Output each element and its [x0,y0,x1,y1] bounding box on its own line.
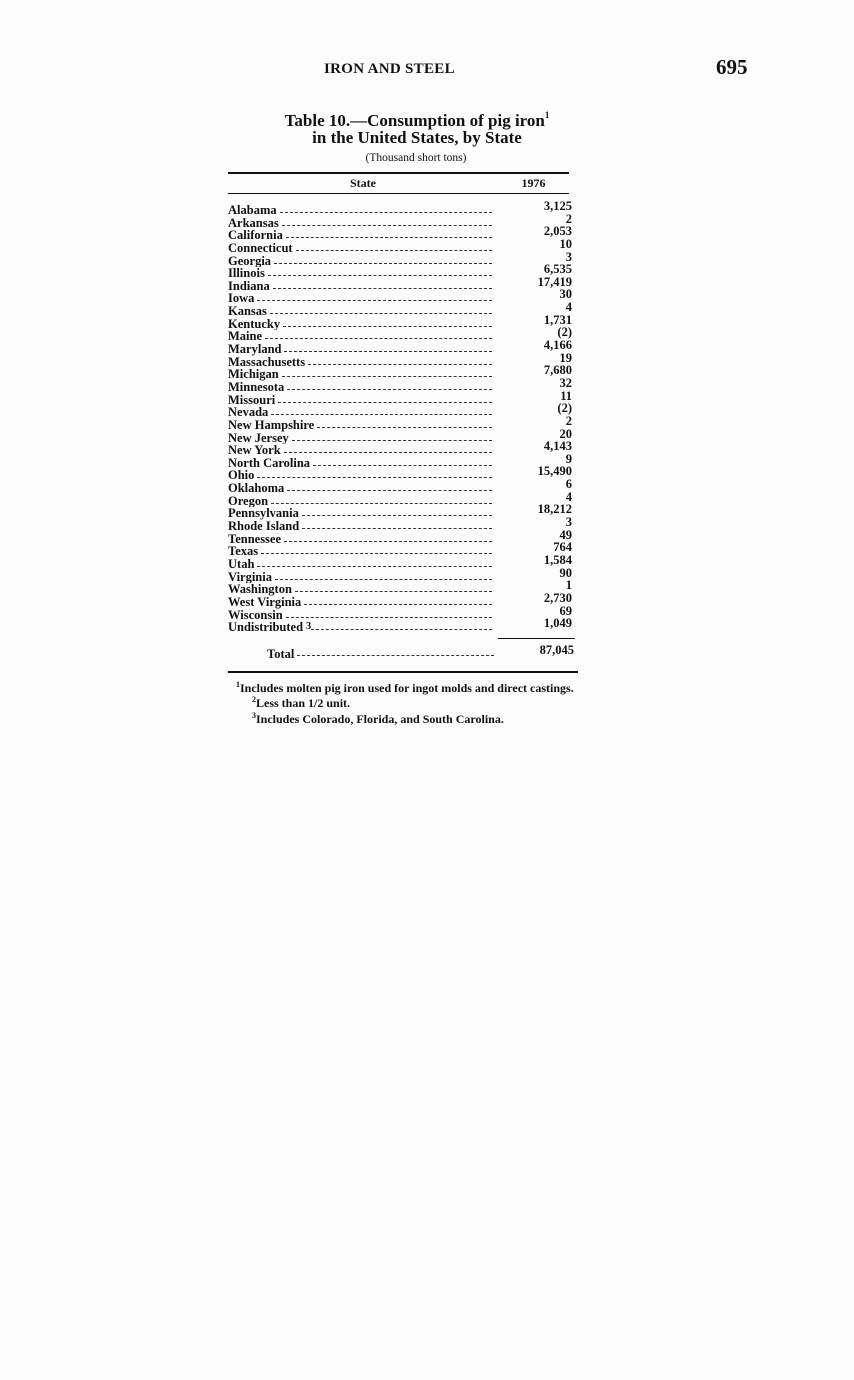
value-cell: 1 [565,578,572,593]
page-number: 695 [716,55,748,79]
dot-leader [280,204,492,213]
footnote-1-text: Includes molten pig iron used for ingot molds and direct castings. [240,680,574,695]
header-rule [228,193,569,194]
total-row [228,642,578,661]
state-name: Kentucky [228,317,281,331]
value-cell: 49 [559,527,572,542]
state-name: Oregon [228,494,269,508]
state-cell [228,596,494,609]
dot-leader [282,368,492,377]
dot-leader [282,217,492,226]
value-cell: 69 [559,603,572,618]
state-cell [228,330,494,343]
state-name: Missouri [228,393,276,407]
state-name: Kansas [228,305,267,318]
value-cell: 18,212 [537,502,572,517]
value-cell: 10 [559,236,572,251]
value-cell: (2) [557,325,572,340]
state-cell [228,583,494,596]
state-name: Nevada [228,406,269,419]
state-cell [228,533,494,546]
state-cell [228,267,494,280]
value-cell: 32 [559,375,572,390]
dot-leader [261,545,492,554]
value-cell: 20 [559,426,572,441]
state-name: Wisconsin [228,608,283,622]
dot-leader [270,305,492,314]
dot-leader [278,394,492,403]
state-name: Connecticut [228,241,293,255]
state-name: Washington [228,583,292,596]
state-name: Massachusetts [228,355,306,369]
value-cell: 3 [565,515,572,530]
table-title-line1: Table 10.—Consumption of pig iron [284,111,545,130]
state-cell [228,621,494,634]
state-name: Texas [228,545,259,558]
dot-leader [257,558,492,567]
state-cell [228,507,494,520]
dot-leader [283,318,492,327]
column-header-state: State [350,176,376,190]
value-cell: 30 [559,287,572,302]
dot-leader [292,432,492,441]
dot-leader [257,469,492,478]
dot-leader [274,255,492,264]
running-head: IRON AND STEEL [324,61,455,77]
dot-leader [275,571,492,580]
value-cell: 4 [565,489,572,504]
state-cell [228,520,494,533]
value-cell: 764 [553,540,572,555]
state-cell [228,255,494,268]
dot-leader [304,596,492,605]
state-name: Tennessee [228,532,282,546]
value-cell: 19 [559,350,572,365]
dot-leader [287,482,492,491]
state-name: Pennsylvania [228,507,299,521]
dot-leader [313,457,492,466]
state-name: New Jersey [228,431,289,445]
value-cell: (2) [557,401,572,416]
dot-leader [271,406,492,415]
dot-leader [287,381,492,390]
state-cell [228,280,494,293]
dot-leader [284,444,492,453]
footnote-3 [228,710,578,726]
state-cell [228,469,494,482]
state-name: West Virginia [228,595,302,609]
state-cell [228,305,494,318]
state-cell [228,292,494,305]
value-cell: 2 [565,211,572,226]
state-cell [228,482,494,495]
dot-leader [297,647,494,656]
state-name: California [228,229,283,242]
state-name: Oklahoma [228,482,285,495]
state-name: New Hampshire [228,418,315,432]
footnotes [228,679,578,726]
table-block [228,107,578,725]
state-name: Michigan [228,368,279,381]
value-cell: 1,049 [543,616,572,631]
state-cell [228,558,494,571]
state-cell [228,217,494,230]
state-name: Virginia [228,570,272,584]
bottom-rule [228,671,578,673]
state-cell [228,406,494,419]
total-label: Total [267,646,295,661]
unit-note: (Thousand short tons) [365,152,467,164]
state-name: Alabama [228,204,277,217]
state-cell [228,204,494,217]
value-cell: 1,584 [543,552,572,567]
state-cell [228,419,494,432]
table-title-line2: in the United States, by State [312,128,522,147]
state-name: Georgia [228,254,272,268]
state-name: Iowa [228,292,255,306]
footnote-2-marker: 2 [252,695,256,705]
title-footnote-marker: 1 [544,110,550,120]
footnote-3-marker: 3 [252,710,256,720]
state-name: Ohio [228,469,255,483]
state-cell [228,242,494,255]
state-cell [228,394,494,407]
state-cell [228,318,494,331]
dot-leader [308,356,492,365]
value-cell: 3,125 [543,199,572,213]
dot-leader [271,495,492,504]
state-name: Arkansas [228,216,279,230]
state-cell [228,545,494,558]
total-label-cell [228,647,496,661]
table-row [228,616,578,634]
dot-leader [257,292,492,301]
dot-leader [284,343,492,352]
dot-leader [286,229,492,238]
value-cell: 4,166 [543,338,572,353]
state-name: Illinois [228,267,265,280]
value-cell: 1,731 [543,312,572,327]
value-cell: 90 [559,565,572,580]
table-body [228,199,578,634]
dot-leader [296,242,492,251]
value-cell: 6,535 [543,262,572,277]
dot-leader [284,533,492,542]
state-name: Undistributed [228,621,304,634]
total-value: 87,045 [539,642,574,657]
column-header-year: 1976 [521,176,546,190]
dot-leader [273,280,492,289]
value-cell: 4,143 [543,439,572,454]
value-cell: 2,730 [543,590,572,605]
dot-leader [302,507,492,516]
footnote-2-text: Less than 1/2 unit. [256,696,351,711]
state-cell [228,343,494,356]
state-cell [228,356,494,369]
state-cell [228,444,494,457]
state-name: Maine [228,330,263,344]
value-cell: 3 [565,249,572,264]
value-cell: 17,419 [537,274,572,289]
state-name: Rhode Island [228,520,300,533]
table-title [256,107,578,129]
dot-leader [317,419,492,428]
dot-leader [265,330,492,339]
value-cell: 6 [565,477,572,492]
state-cell [228,432,494,445]
table-header [228,174,578,193]
footnote-1 [228,679,576,695]
footnote-3-text: Includes Colorado, Florida, and South Carolina. [256,711,504,726]
value-cell: 4 [565,300,572,315]
state-cell [228,571,494,584]
state-name: New York [228,444,281,457]
state-name: Maryland [228,343,282,356]
state-cell [228,457,494,470]
dot-leader [295,583,492,592]
state-name: Utah [228,557,255,571]
state-cell [228,495,494,508]
state-cell [228,368,494,381]
state-name: North Carolina [228,456,311,470]
dot-leader [311,621,492,630]
value-cell: 7,680 [543,363,572,378]
state-cell [228,381,494,394]
value-cell: 2 [565,413,572,428]
sum-rule [498,638,575,639]
state-cell [228,229,494,242]
dot-leader [302,520,492,529]
value-cell: 2,053 [543,224,572,239]
state-footnote-marker: 3 [306,621,312,633]
state-name: Indiana [228,279,270,293]
value-cell: 9 [565,451,572,466]
state-cell [228,609,494,622]
value-cell: 15,490 [537,464,572,479]
dot-leader [268,267,492,276]
value-cell: 11 [560,388,572,403]
footnote-1-marker: 1 [236,679,240,689]
state-name: Minnesota [228,380,285,394]
dot-leader [286,609,492,618]
footnote-2 [228,694,578,710]
